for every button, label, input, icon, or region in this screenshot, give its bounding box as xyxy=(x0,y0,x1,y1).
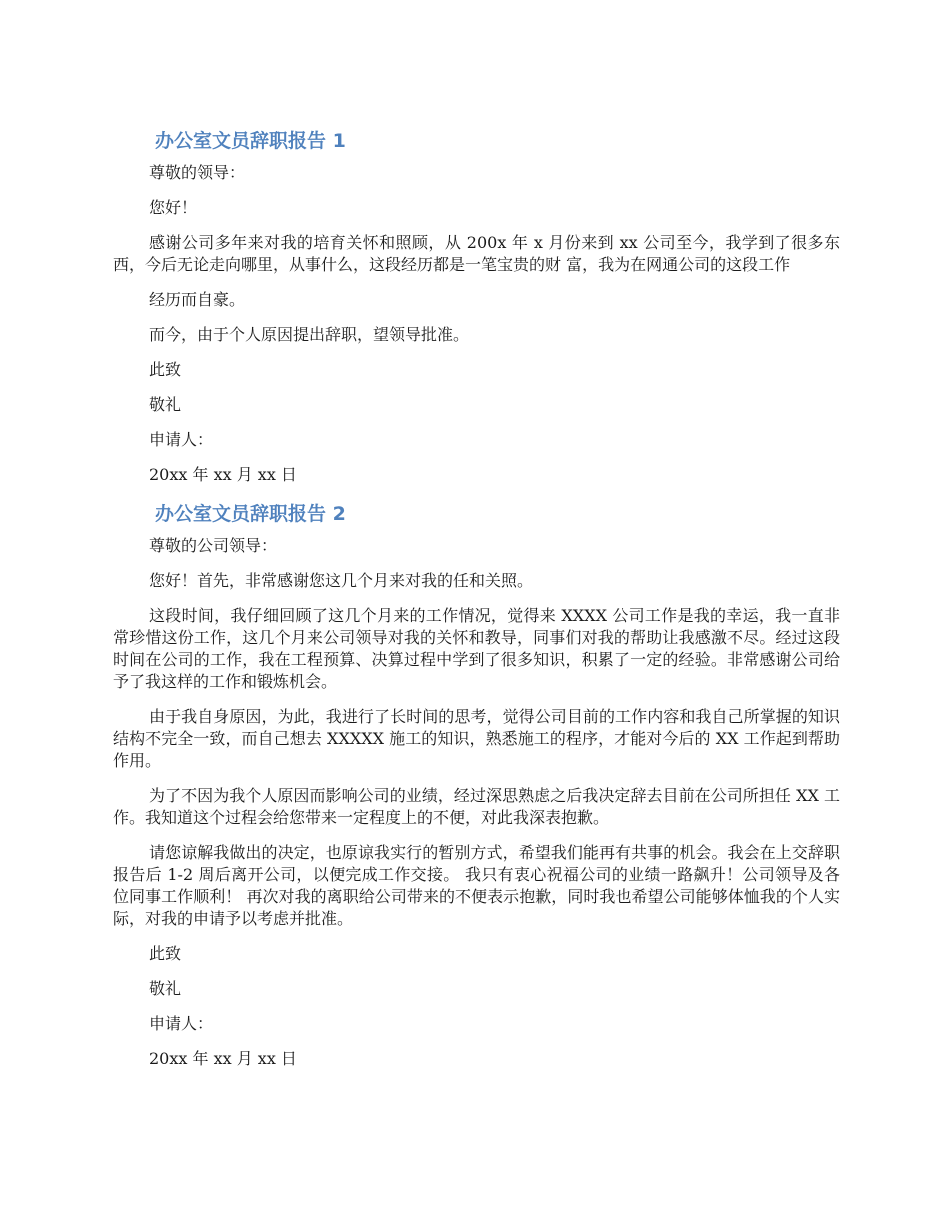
body-paragraph: 经历而自豪。 xyxy=(149,290,246,309)
closing: 此致 xyxy=(149,944,182,963)
closing-salute: 敬礼 xyxy=(149,395,182,414)
body-paragraph: 由于我自身原因，为此，我进行了长时间的思考，觉得公司目前的工作内容和我自己所掌握的知识结构不完全一致，而自己想去 XXXXX 施工的知识，熟悉施工的程序，才能对今后的 XX 工作起到帮助作用。 xyxy=(113,707,840,770)
applicant-label: 申请人： xyxy=(149,1014,214,1033)
closing: 此致 xyxy=(149,360,182,379)
section-title: 办公室文员辞职报告 1 xyxy=(155,130,346,152)
greeting: 您好！ xyxy=(149,198,198,217)
section-1 xyxy=(113,126,840,486)
salutation: 尊敬的公司领导： xyxy=(149,536,278,555)
body-paragraph: 感谢公司多年来对我的培育关怀和照顾，从 200x 年 x 月份来到 xx 公司至今，我学到了很多东西，今后无论走向哪里，从事什么，这段经历都是一笔宝贵的财 富，我为在网通公司的这段工作 xyxy=(113,233,840,274)
date-line: 20xx 年 xx 月 xx 日 xyxy=(149,465,297,484)
applicant-label: 申请人： xyxy=(149,430,214,449)
document-page xyxy=(113,126,840,1083)
salutation: 尊敬的领导： xyxy=(149,163,246,182)
body-paragraph: 为了不因为我个人原因而影响公司的业绩，经过深思熟虑之后我决定辞去目前在公司所担任 XX 工作。我知道这个过程会给您带来一定程度上的不便，对此我深表抱歉。 xyxy=(113,786,840,827)
section-2 xyxy=(113,499,840,1070)
body-paragraph: 而今，由于个人原因提出辞职，望领导批准。 xyxy=(149,325,470,344)
greeting: 您好！首先，非常感谢您这几个月来对我的任和关照。 xyxy=(149,571,534,590)
closing-salute: 敬礼 xyxy=(149,979,182,998)
body-paragraph: 这段时间，我仔细回顾了这几个月来的工作情况，觉得来 XXXX 公司工作是我的幸运，我一直非常珍惜这份工作，这几个月来公司领导对我的关怀和教导，同事们对我的帮助让我感激不尽。经过这段时间在公司的工作，我在工程预算、决算过程中学到了很多知识，积累了一定的经验。非常感谢公司给予了我这样的工作和锻炼机会。 xyxy=(113,606,840,691)
date-line: 20xx 年 xx 月 xx 日 xyxy=(149,1049,297,1068)
body-paragraph: 请您谅解我做出的决定，也原谅我实行的暂别方式，希望我们能再有共事的机会。我会在上交辞职报告后 1-2 周后离开公司，以便完成工作交接。 我只有衷心祝福公司的业绩一路飙升！公司领导及各位同事工作顺利！ 再次对我的离职给公司带来的不便表示抱歉，同时我也希望公司能够体恤我的个人实际，对我的申请予以考虑并批准。 xyxy=(113,843,840,928)
section-title: 办公室文员辞职报告 2 xyxy=(155,503,346,525)
